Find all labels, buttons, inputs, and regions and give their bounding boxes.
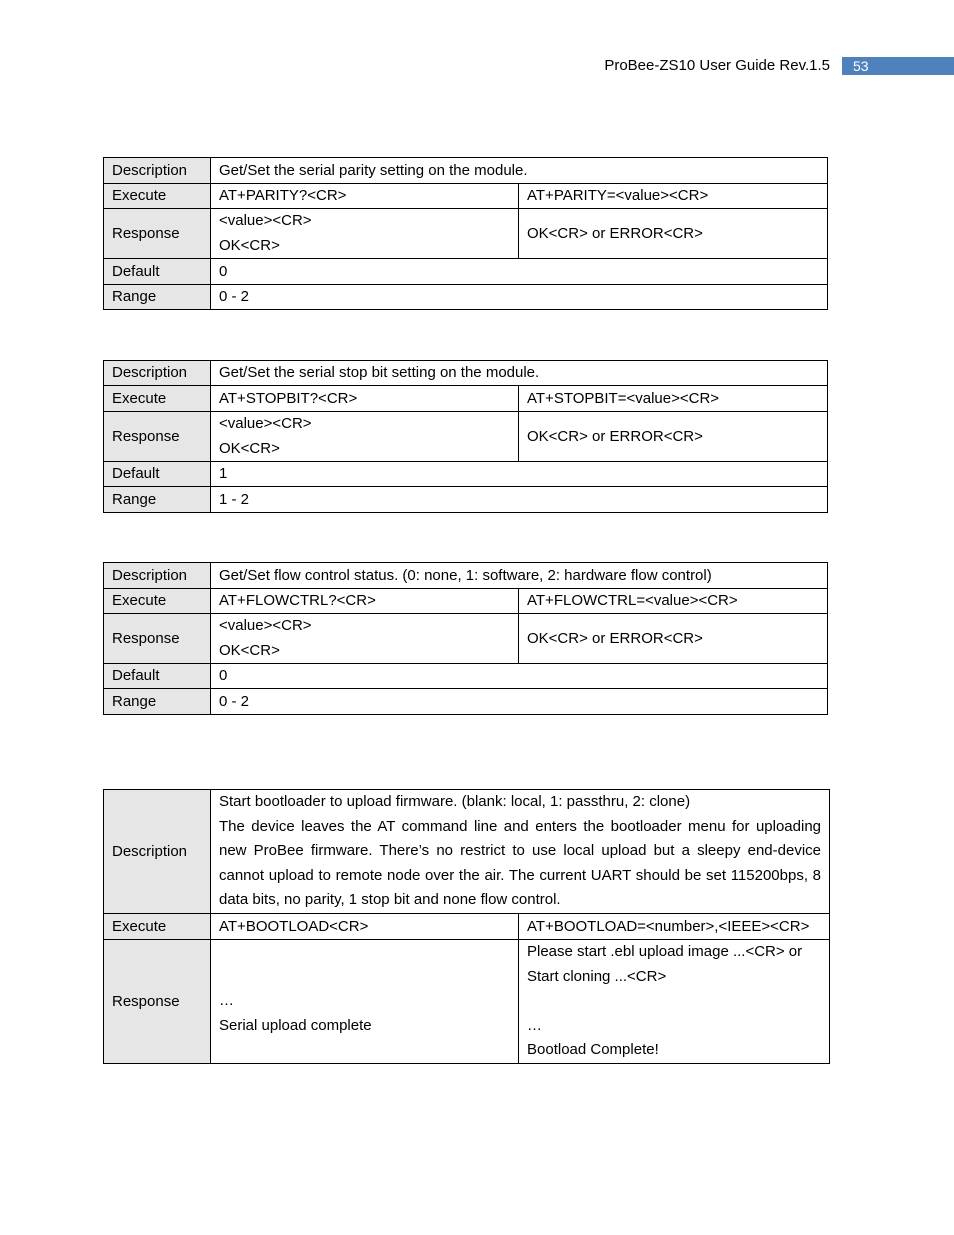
flowctrl-description: Get/Set flow control status. (0: none, 1: software, 2: hardware flow control): [211, 563, 828, 589]
execute-label: Execute: [104, 914, 211, 940]
bootload-execute-set: AT+BOOTLOAD=<number>,<IEEE><CR>: [519, 914, 830, 940]
parity-command-table: [103, 157, 828, 310]
flowctrl-execute-set: AT+FLOWCTRL=<value><CR>: [519, 589, 828, 614]
parity-response-set: OK<CR> or ERROR<CR>: [519, 209, 828, 259]
description-label: Description: [104, 158, 211, 184]
bootload-response-set: [519, 940, 830, 1064]
range-label: Range: [104, 689, 211, 715]
flowctrl-default: 0: [211, 664, 828, 689]
parity-response-get: [211, 209, 519, 259]
flowctrl-response-get: [211, 614, 519, 664]
range-label: Range: [104, 487, 211, 513]
flowctrl-range: 0 - 2: [211, 689, 828, 715]
bootload-description-body: The device leaves the AT command line and enters the bootloader menu for uploading new ProBee firmware. There’s no restrict to use local upload but a sleepy end-device cannot upload to remote node over the air. The current UART should be set 115200bps, 8 data bits, no parity, 1 stop bit and none flow control.: [219, 817, 822, 909]
parity-execute-set: AT+PARITY=<value><CR>: [519, 184, 828, 209]
page-number-badge: 53: [842, 57, 954, 75]
response-line: Start cloning ...<CR>: [527, 967, 667, 985]
response-line: OK<CR>: [219, 641, 280, 659]
response-line: Serial upload complete: [219, 1016, 372, 1034]
bootload-execute-get: AT+BOOTLOAD<CR>: [211, 914, 519, 940]
stopbit-description: Get/Set the serial stop bit setting on the module.: [211, 361, 828, 386]
response-line: OK<CR>: [219, 439, 280, 457]
execute-label: Execute: [104, 589, 211, 614]
bootload-description: [211, 790, 830, 914]
stopbit-default: 1: [211, 462, 828, 487]
blank-line: [527, 989, 821, 1014]
range-label: Range: [104, 285, 211, 310]
stopbit-range: 1 - 2: [211, 487, 828, 513]
execute-label: Execute: [104, 184, 211, 209]
bootload-command-table: [103, 789, 830, 1064]
response-line: Please start .ebl upload image ...<CR> or: [527, 943, 803, 960]
default-label: Default: [104, 664, 211, 689]
stopbit-response-get: [211, 412, 519, 462]
stopbit-execute-set: AT+STOPBIT=<value><CR>: [519, 386, 828, 412]
flowctrl-execute-get: AT+FLOWCTRL?<CR>: [211, 589, 519, 614]
response-line: …: [219, 992, 234, 1009]
response-label: Response: [104, 940, 211, 1064]
response-label: Response: [104, 412, 211, 462]
parity-description: Get/Set the serial parity setting on the module.: [211, 158, 828, 184]
response-label: Response: [104, 209, 211, 259]
parity-execute-get: AT+PARITY?<CR>: [211, 184, 519, 209]
execute-label: Execute: [104, 386, 211, 412]
description-label: Description: [104, 361, 211, 386]
response-line: OK<CR>: [219, 236, 280, 254]
description-label: Description: [104, 790, 211, 914]
flowctrl-response-set: OK<CR> or ERROR<CR>: [519, 614, 828, 664]
flowctrl-command-table: [103, 562, 828, 715]
default-label: Default: [104, 462, 211, 487]
response-label: Response: [104, 614, 211, 664]
response-line: <value><CR>: [219, 415, 312, 432]
response-line: Bootload Complete!: [527, 1041, 659, 1058]
description-label: Description: [104, 563, 211, 589]
default-label: Default: [104, 259, 211, 285]
bootload-description-line1: Start bootloader to upload firmware. (blank: local, 1: passthru, 2: clone): [219, 793, 691, 811]
running-header-title: ProBee-ZS10 User Guide Rev.1.5: [604, 57, 830, 74]
parity-default: 0: [211, 259, 828, 285]
parity-range: 0 - 2: [211, 285, 828, 310]
stopbit-command-table: [103, 360, 828, 513]
response-line: <value><CR>: [219, 617, 312, 634]
bootload-response-get: [211, 940, 519, 1064]
stopbit-response-set: OK<CR> or ERROR<CR>: [519, 412, 828, 462]
stopbit-execute-get: AT+STOPBIT?<CR>: [211, 386, 519, 412]
response-line: …: [527, 1016, 542, 1034]
response-line: <value><CR>: [219, 212, 312, 229]
